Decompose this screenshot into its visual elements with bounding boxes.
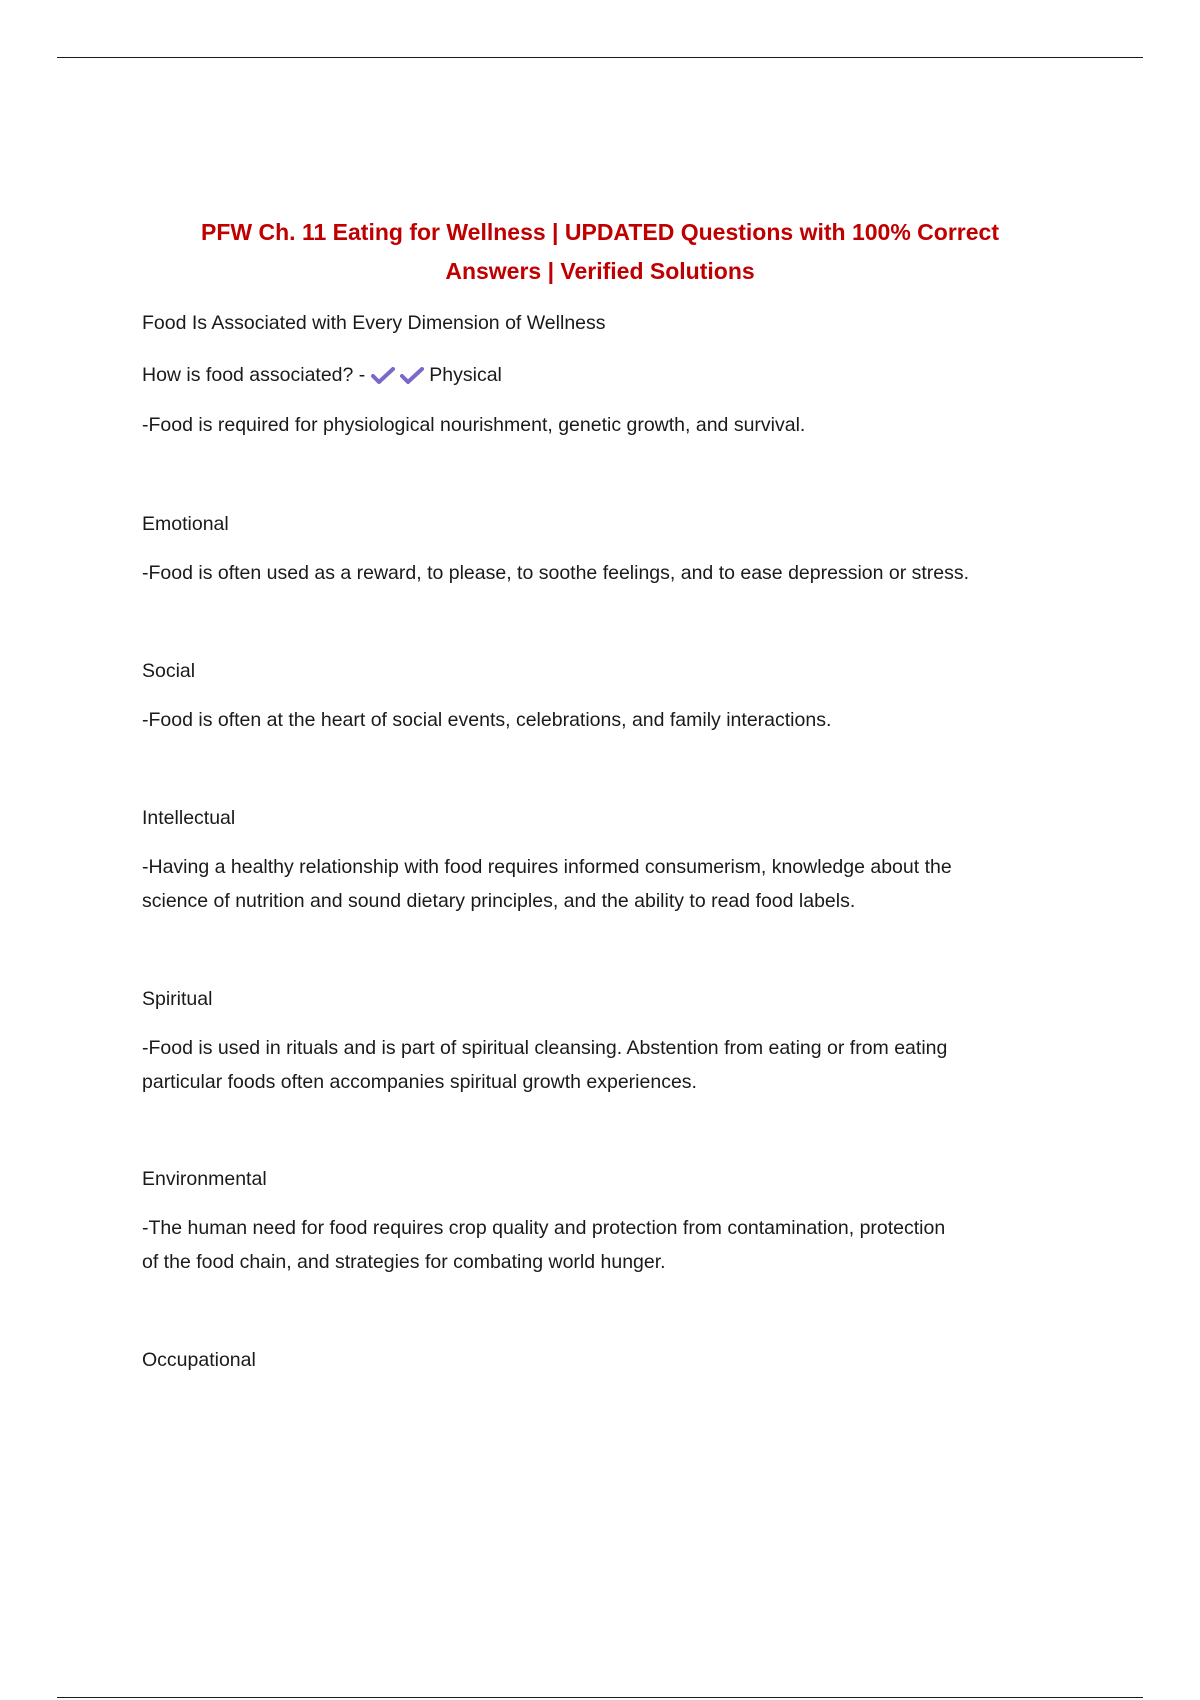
intellectual-text-line-1: -Having a healthy relationship with food requires informed consumerism, knowledge about the	[142, 856, 952, 878]
spiritual-text-line-2: particular foods often accompanies spiritual growth experiences.	[142, 1071, 697, 1093]
spiritual-text-line-1: -Food is used in rituals and is part of spiritual cleansing. Abstention from eating or from eating	[142, 1037, 948, 1059]
answer-checkmarks	[371, 366, 424, 384]
physical-text: -Food is required for physiological nourishment, genetic growth, and survival.	[142, 414, 806, 436]
social-heading: Social	[142, 660, 196, 682]
intellectual-heading: Intellectual	[142, 807, 236, 829]
intro-text: Food Is Associated with Every Dimension of Wellness	[142, 312, 606, 334]
question-text: How is food associated? -	[142, 364, 366, 386]
occupational-heading: Occupational	[142, 1349, 256, 1371]
emotional-text: -Food is often used as a reward, to please, to soothe feelings, and to ease depression or stress.	[142, 562, 970, 584]
environmental-text	[142, 1211, 1072, 1279]
title-line-2: Answers | Verified Solutions	[445, 258, 755, 284]
intellectual-text-line-2: science of nutrition and sound dietary principles, and the ability to read food labels.	[142, 890, 856, 912]
environmental-text-line-1: -The human need for food requires crop quality and protection from contamination, protection	[142, 1217, 946, 1239]
bottom-divider	[57, 1697, 1143, 1698]
spiritual-heading: Spiritual	[142, 988, 213, 1010]
emotional-heading: Emotional	[142, 513, 229, 535]
document-title	[160, 213, 1040, 291]
check-icon	[400, 366, 424, 384]
answer-first-word: Physical	[429, 364, 502, 386]
environmental-text-line-2: of the food chain, and strategies for combating world hunger.	[142, 1251, 666, 1273]
top-divider	[57, 57, 1143, 58]
social-text: -Food is often at the heart of social events, celebrations, and family interactions.	[142, 709, 832, 731]
spiritual-text	[142, 1031, 1072, 1099]
question-line	[142, 358, 1072, 392]
intellectual-text	[142, 850, 1072, 918]
title-line-1: PFW Ch. 11 Eating for Wellness | UPDATED Questions with 100% Correct	[201, 219, 999, 245]
check-icon	[371, 366, 395, 384]
environmental-heading: Environmental	[142, 1168, 267, 1190]
